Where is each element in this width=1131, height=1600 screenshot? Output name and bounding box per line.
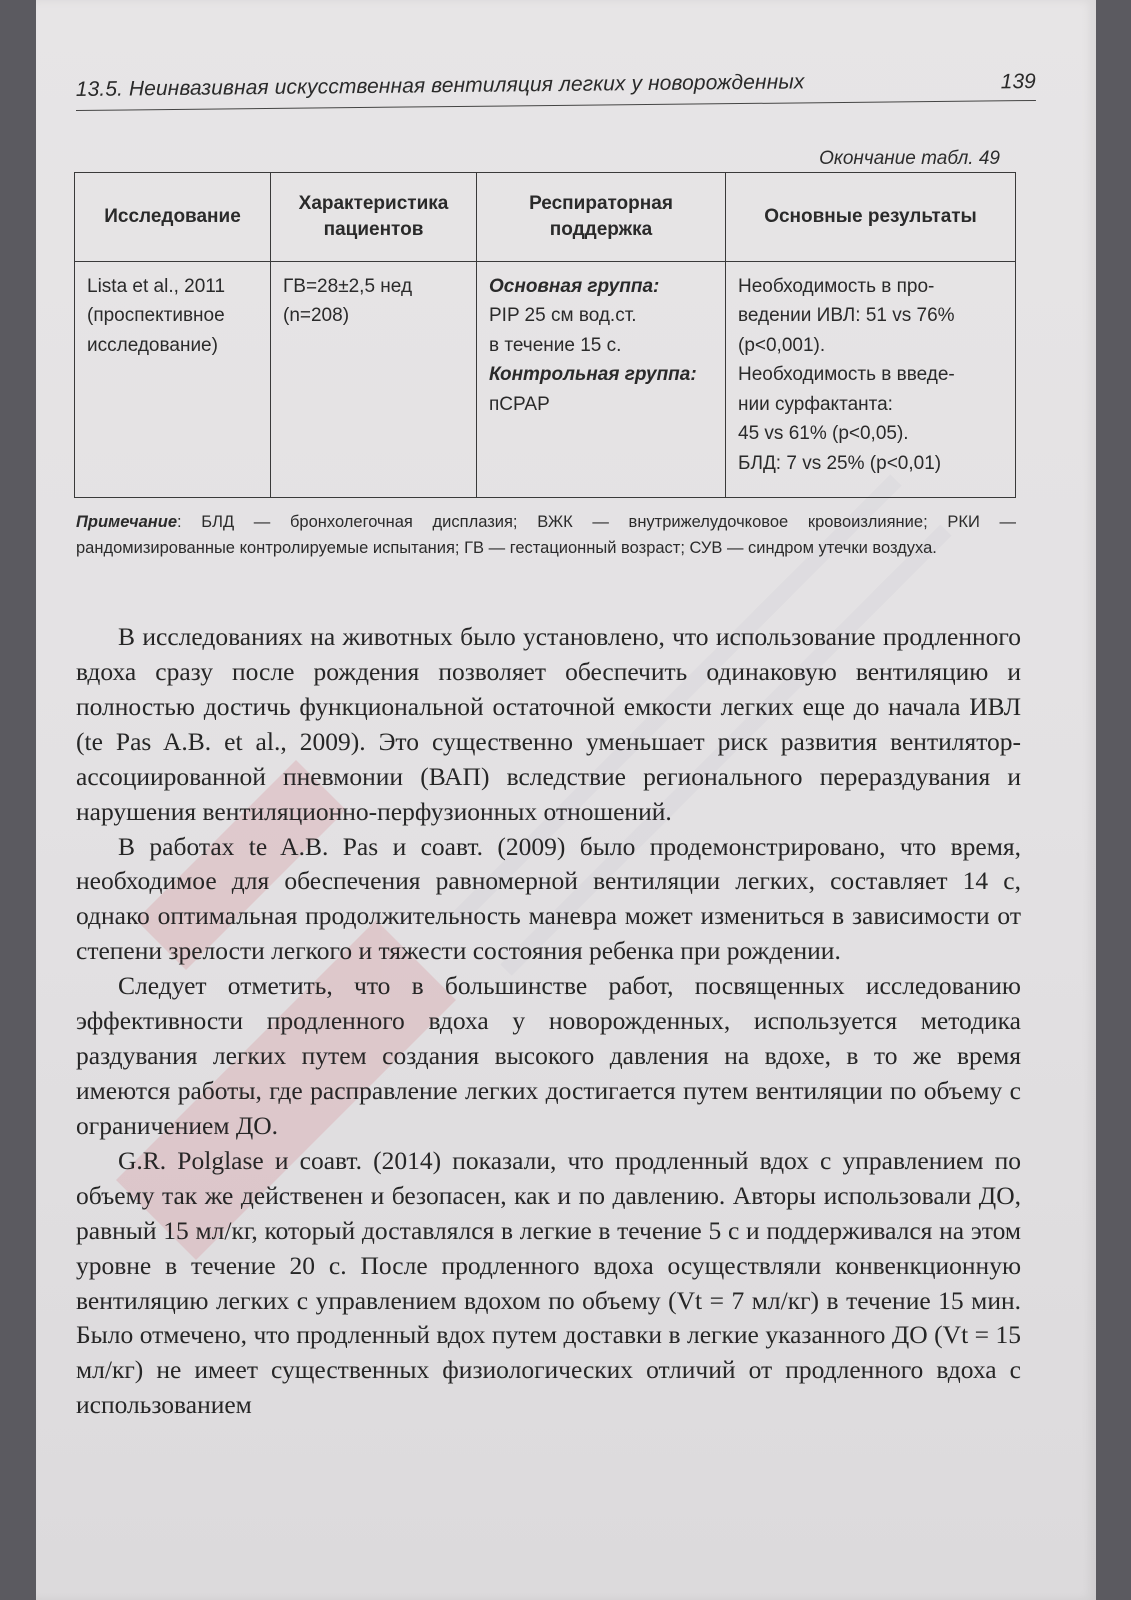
study-line: (проспективное <box>87 305 225 327</box>
table-note <box>76 510 1016 561</box>
study-line: Lista et al., 2011 <box>87 276 226 297</box>
paragraph: Следует отметить, что в большинстве работ, посвященных исследованию эффективности продленного вдоха у новорожденных, используется методика раздувания легких путем создания высокого давления на вдохе, в то же время имеются работы, где расправление легких достигается путем вентиляции по объему с ограничением ДО. <box>76 971 1021 1140</box>
paragraph: В работах te A.B. Pas и соавт. (2009) было продемонстрировано, что время, необходимое для обеспечения равномерной вентиляции легких, составляет 14 с, однако оптимальная продолжительность маневра может измениться в зависимости от степени зрелости легкого и тяжести состояния ребенка при рождении. <box>76 831 1021 966</box>
cell-study <box>75 262 271 498</box>
body-text <box>76 620 1021 1423</box>
results-line: нии сурфактанта: <box>738 393 893 415</box>
support-line: в течение 15 с. <box>489 334 622 356</box>
column-header-results: Основные результаты <box>726 173 1016 262</box>
main-group-label: Основная группа: <box>489 276 660 297</box>
table-row <box>75 262 1016 498</box>
cell-patients <box>271 262 477 498</box>
study-line: исследование) <box>87 334 218 356</box>
results-line: Необходимость в введе- <box>738 364 955 386</box>
patients-line: (n=208) <box>283 305 350 327</box>
note-label: Примечание <box>76 513 178 531</box>
running-header <box>76 60 1036 111</box>
page-number: 139 <box>1000 69 1036 94</box>
cell-results <box>726 262 1016 498</box>
cell-support <box>477 262 726 498</box>
paragraph: В исследованиях на животных было установлено, что использование продленного вдоха сразу после рождения позволяет обеспечить одинаковую вентиляцию и полностью достичь функциональной остаточной емкости легких еще до начала ИВЛ (te Pas A.B. et al., 2009). Это существенно уменьшает риск развития вентилятор-ассоциированной пневмонии (ВАП) вследствие регионального перераздувания и нарушения вентиляционно-перфузионных отношений. <box>76 622 1021 826</box>
support-line: пСРАР <box>489 393 550 415</box>
column-header-study: Исследование <box>75 173 271 262</box>
table-caption: Окончание табл. 49 <box>819 148 1000 169</box>
results-line: Необходимость в про- <box>738 276 935 297</box>
results-line: (p<0,001). <box>738 334 826 356</box>
table-header-row <box>75 173 1016 262</box>
results-line: ведении ИВЛ: 51 vs 76% <box>738 305 955 327</box>
column-header-support: Респираторная поддержка <box>477 173 726 262</box>
book-page <box>36 0 1096 1600</box>
column-header-patients: Характеристика пациентов <box>271 173 477 262</box>
results-line: БЛД: 7 vs 25% (p<0,01) <box>738 452 942 474</box>
note-text: : БЛД — бронхолегочная дисплазия; ВЖК — внутрижелудочковое кровоизлияние; РКИ — рандомизированные контролируемые испытания; ГВ — гестационный возраст; СУВ — синдром утечки воздуха. <box>76 513 1016 557</box>
control-group-label: Контрольная группа: <box>489 364 697 386</box>
paragraph: G.R. Polglase и соавт. (2014) показали, что продленный вдох с управлением по объему так же действенен и безопасен, как и по давлению. Авторы использовали ДО, равный 15 мл/кг, который доставлялся в легкие в течение 5 с и поддерживался на этом уровне в течение 20 с. После продленного вдоха осуществляли конвенкционную вентиляцию легких с управлением вдохом по объему (Vt = 7 мл/кг) в течение 15 мин. Было отмечено, что продленный вдох путем доставки в легкие указанного ДО (Vt = 15 мл/кг) не имеет существенных физиологических отличий от продленного вдоха с использованием <box>76 1145 1021 1420</box>
patients-line: ГВ=28±2,5 нед <box>283 276 413 297</box>
results-line: 45 vs 61% (p<0,05). <box>738 423 909 445</box>
chapter-title: 13.5. Неинвазивная искусственная вентиляция легких у новорожденных <box>75 70 805 102</box>
results-table <box>74 172 1016 498</box>
support-line: PIP 25 см вод.ст. <box>489 305 637 327</box>
